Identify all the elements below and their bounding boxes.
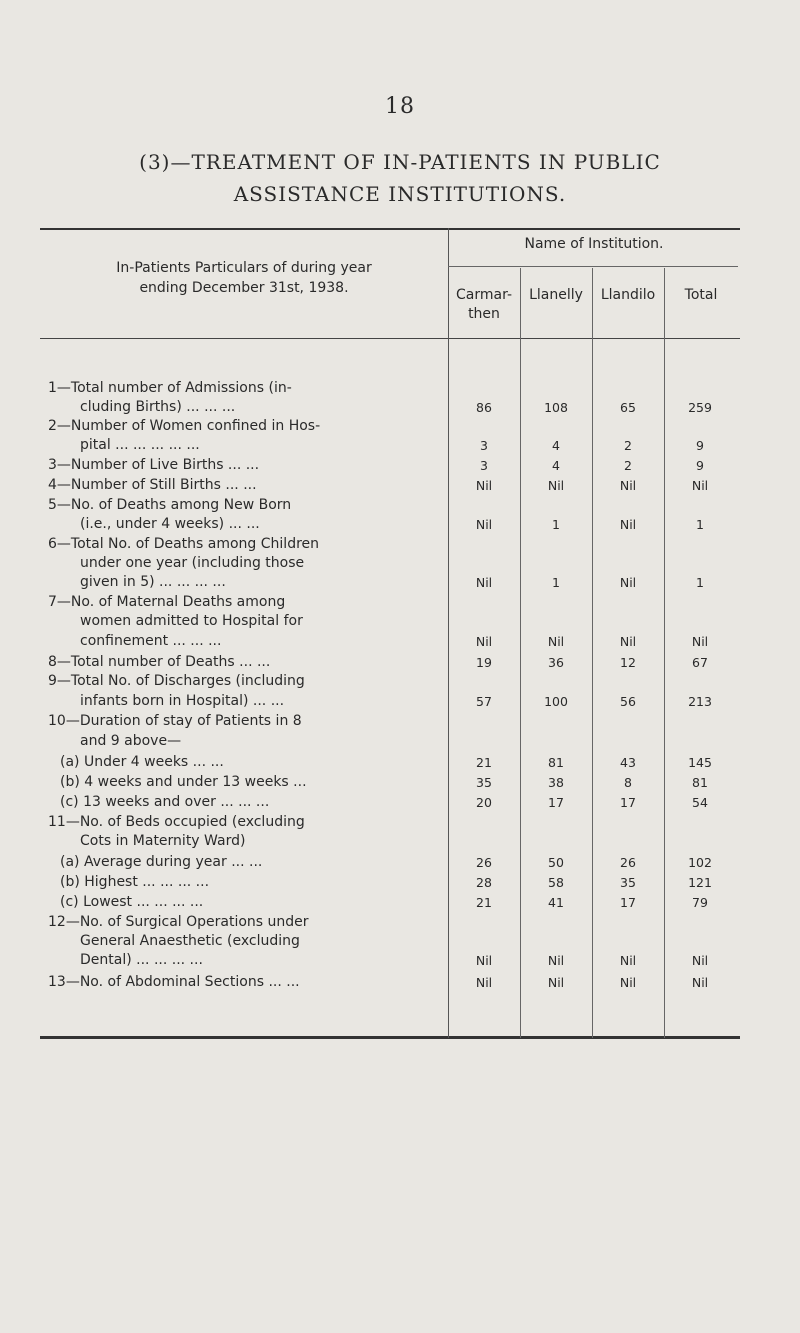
column-header-carmarthen [448, 286, 520, 324]
page-title-line1: (3)—TREATMENT OF IN-PATIENTS IN PUBLIC [139, 150, 661, 174]
table-row [48, 574, 738, 594]
row-label: (b) 4 weeks and under 13 weeks ... [60, 774, 307, 790]
cell-total: 9 [696, 438, 704, 453]
table-row [48, 437, 738, 457]
cell-llandilo: Nil [619, 575, 637, 590]
cell-llanelly: 108 [544, 400, 568, 415]
row-label: cluding Births) ... ... ... [80, 399, 236, 415]
table-row [48, 673, 738, 693]
table-row [48, 555, 738, 575]
cell-llandilo: 35 [620, 875, 636, 890]
row-label: under one year (including those [80, 555, 305, 571]
table-header-rule [40, 338, 740, 339]
column-header-carmarthen-line2: then [468, 306, 500, 322]
row-label: women admitted to Hospital for [80, 613, 303, 629]
row-label: given in 5) ... ... ... ... [80, 574, 226, 590]
description-header-line2: ending December 31st, 1938. [139, 280, 349, 296]
cell-total: 102 [688, 855, 712, 870]
table-row [48, 516, 738, 536]
cell-llandilo: 56 [620, 694, 636, 709]
table-bottom-rule [40, 1036, 740, 1039]
cell-total: 259 [688, 400, 712, 415]
page-title-line2: ASSISTANCE INSTITUTIONS. [233, 182, 567, 206]
row-label: 13—No. of Abdominal Sections ... ... [48, 974, 300, 990]
row-label: Cots in Maternity Ward) [80, 833, 246, 849]
table-row [48, 854, 738, 874]
cell-total: 81 [692, 775, 708, 790]
table-row [48, 952, 738, 972]
cell-total: 121 [688, 875, 712, 890]
row-label: 2—Number of Women confined in Hos- [48, 418, 321, 434]
table-row [48, 633, 738, 653]
table-row [48, 594, 738, 614]
column-header-total: Total [684, 287, 718, 303]
cell-llanelly: 1 [552, 575, 560, 590]
row-label: 9—Total No. of Discharges (including [48, 673, 305, 689]
row-label: (i.e., under 4 weeks) ... ... [80, 516, 260, 532]
cell-total: Nil [691, 478, 709, 493]
row-label: (a) Under 4 weeks ... ... [60, 754, 224, 770]
row-label: 8—Total number of Deaths ... ... [48, 654, 271, 670]
table-row [48, 914, 738, 934]
row-label: (c) Lowest ... ... ... ... [60, 894, 204, 910]
table-row [48, 457, 738, 477]
table-row [48, 814, 738, 834]
cell-llanelly: 81 [548, 755, 564, 770]
cell-llanelly: 4 [552, 458, 560, 473]
cell-llandilo: Nil [619, 634, 637, 649]
table-row [48, 713, 738, 733]
cell-carmarthen: 86 [476, 400, 492, 415]
cell-llandilo: Nil [619, 975, 637, 990]
cell-carmarthen: 3 [480, 458, 488, 473]
cell-llandilo: 17 [620, 795, 636, 810]
cell-carmarthen: Nil [475, 478, 493, 493]
cell-total: 213 [688, 694, 712, 709]
table-row [48, 654, 738, 674]
table-row [48, 894, 738, 914]
description-header-line1: In-Patients Particulars of during year [116, 260, 372, 276]
cell-total: 1 [696, 575, 704, 590]
cell-llanelly: 17 [548, 795, 564, 810]
table-row [48, 874, 738, 894]
cell-carmarthen: 35 [476, 775, 492, 790]
table-row [48, 733, 738, 753]
table-row [48, 613, 738, 633]
row-label: Dental) ... ... ... ... [80, 952, 203, 968]
table-row [48, 380, 738, 400]
cell-carmarthen: 26 [476, 855, 492, 870]
cell-carmarthen: Nil [475, 575, 493, 590]
row-label: 3—Number of Live Births ... ... [48, 457, 260, 473]
cell-carmarthen: 57 [476, 694, 492, 709]
cell-total: 1 [696, 517, 704, 532]
cell-total: Nil [691, 953, 709, 968]
row-label: 7—No. of Maternal Deaths among [48, 594, 286, 610]
cell-total: Nil [691, 634, 709, 649]
cell-carmarthen: 20 [476, 795, 492, 810]
row-label: 1—Total number of Admissions (in- [48, 380, 292, 396]
row-label: 10—Duration of stay of Patients in 8 [48, 713, 302, 729]
cell-llanelly: 36 [548, 655, 564, 670]
page-number: 18 [385, 94, 415, 119]
cell-llandilo: 43 [620, 755, 636, 770]
cell-llandilo: Nil [619, 517, 637, 532]
cell-total: Nil [691, 975, 709, 990]
column-header-carmarthen-line1: Carmar- [456, 287, 512, 303]
cell-total: 67 [692, 655, 708, 670]
row-label: 12—No. of Surgical Operations under [48, 914, 309, 930]
table-row [48, 933, 738, 953]
column-header-llanelly: Llanelly [529, 287, 583, 303]
cell-carmarthen: 3 [480, 438, 488, 453]
cell-llanelly: Nil [547, 975, 565, 990]
table-row [48, 418, 738, 438]
row-label: 6—Total No. of Deaths among Children [48, 536, 320, 552]
row-label: and 9 above— [80, 733, 182, 749]
cell-llanelly: 100 [544, 694, 568, 709]
cell-carmarthen: Nil [475, 517, 493, 532]
institution-group-header: Name of Institution. [524, 236, 664, 252]
row-label: 5—No. of Deaths among New Born [48, 497, 292, 513]
cell-llanelly: Nil [547, 953, 565, 968]
cell-llanelly: 50 [548, 855, 564, 870]
cell-carmarthen: Nil [475, 634, 493, 649]
row-label: (a) Average during year ... ... [60, 854, 263, 870]
table-top-rule [40, 228, 740, 230]
column-header-llandilo: Llandilo [600, 287, 656, 303]
table-row [48, 477, 738, 497]
table-row [48, 794, 738, 814]
cell-llandilo: 2 [624, 458, 632, 473]
cell-llanelly: 38 [548, 775, 564, 790]
cell-llandilo: 65 [620, 400, 636, 415]
cell-llandilo: 17 [620, 895, 636, 910]
page-title [40, 146, 760, 210]
cell-carmarthen: 21 [476, 755, 492, 770]
cell-carmarthen: 28 [476, 875, 492, 890]
table-row [48, 536, 738, 556]
cell-llandilo: 2 [624, 438, 632, 453]
cell-total: 145 [688, 755, 712, 770]
cell-carmarthen: 19 [476, 655, 492, 670]
table-row [48, 754, 738, 774]
group-underline [448, 266, 738, 267]
cell-carmarthen: Nil [475, 975, 493, 990]
table-row [48, 497, 738, 517]
cell-total: 9 [696, 458, 704, 473]
cell-llandilo: 26 [620, 855, 636, 870]
table-row [48, 693, 738, 713]
row-label: 4—Number of Still Births ... ... [48, 477, 257, 493]
row-label: (c) 13 weeks and over ... ... ... [60, 794, 270, 810]
row-label: 11—No. of Beds occupied (excluding [48, 814, 305, 830]
cell-llanelly: 58 [548, 875, 564, 890]
cell-carmarthen: Nil [475, 953, 493, 968]
cell-llanelly: Nil [547, 634, 565, 649]
row-label: pital ... ... ... ... ... [80, 437, 200, 453]
cell-llandilo: 12 [620, 655, 636, 670]
cell-llandilo: Nil [619, 953, 637, 968]
cell-total: 79 [692, 895, 708, 910]
row-label: infants born in Hospital) ... ... [80, 693, 285, 709]
row-label: (b) Highest ... ... ... ... [60, 874, 210, 890]
description-header [40, 258, 448, 298]
cell-llanelly: 4 [552, 438, 560, 453]
row-label: General Anaesthetic (excluding [80, 933, 300, 949]
table-row [48, 974, 738, 994]
cell-llandilo: Nil [619, 478, 637, 493]
row-label: confinement ... ... ... [80, 633, 222, 649]
table-row [48, 833, 738, 853]
cell-llanelly: 1 [552, 517, 560, 532]
cell-total: 54 [692, 795, 708, 810]
cell-llanelly: Nil [547, 478, 565, 493]
cell-carmarthen: 21 [476, 895, 492, 910]
table-row [48, 774, 738, 794]
table-row [48, 399, 738, 419]
cell-llandilo: 8 [624, 775, 632, 790]
cell-llanelly: 41 [548, 895, 564, 910]
